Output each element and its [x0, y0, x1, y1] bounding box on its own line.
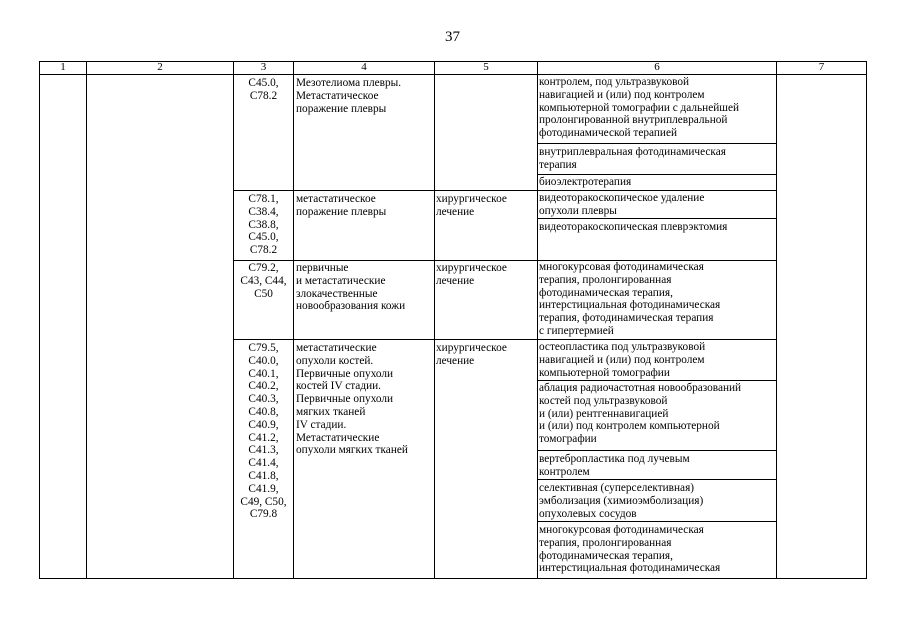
- method-divider: [537, 143, 777, 144]
- method-text: биоэлектротерапия: [539, 176, 632, 188]
- method-divider: [537, 218, 777, 219]
- method-text: многокурсовая фотодинамическая терапия, пролонгированная фотодинамическая терапия, интерстициальная фотодинамическая: [539, 524, 721, 575]
- icd-codes: C78.1, C38.4, C38.8, C45.0, C78.2: [248, 193, 279, 257]
- method-divider: [537, 521, 777, 522]
- method-divider: [537, 339, 777, 340]
- method-text: внутриплевральная фотодинамическая терапия: [539, 146, 726, 171]
- method-text: аблация радиочастотная новообразований костей под ультразвуковой и (или) рентгеннавигацией и (или) под контролем компьютерной томографии: [539, 382, 742, 446]
- column-divider: [776, 61, 777, 578]
- column-divider: [293, 61, 294, 578]
- condition-text: метастатические опухоли костей. Первичные опухоли костей IV стадии. Первичные опухоли мягких тканей IV стадии. Метастатические опухоли мягких тканей: [296, 342, 408, 457]
- method-text: контролем, под ультразвуковой навигацией и (или) под контролем компьютерной томографии с дальнейшей пролонгированной внутриплевральной фотодинамической терапией: [539, 76, 740, 140]
- icd-codes: C45.0, C78.2: [248, 77, 279, 102]
- method-text: видеоторакоскопическая плеврэктомия: [539, 221, 728, 233]
- column-header: 7: [818, 61, 825, 73]
- treatment-type: хирургическое лечение: [436, 262, 507, 287]
- page-number: 37: [445, 29, 460, 45]
- column-header: 6: [654, 61, 660, 73]
- column-header: 5: [483, 61, 489, 73]
- column-divider: [434, 61, 435, 578]
- method-text: вертебропластика под лучевым контролем: [539, 453, 690, 478]
- column-divider: [86, 61, 87, 578]
- row-divider: [233, 260, 538, 261]
- icd-codes: C79.5, C40.0, C40.1, C40.2, C40.3, C40.8, C40.9, C41.2, C41.3, C41.4, C41.8, C41.9, C49, C50, C79.8: [240, 342, 287, 521]
- column-divider: [537, 61, 538, 578]
- condition-text: первичные и метастатические злокачественные новообразования кожи: [296, 262, 406, 313]
- treatment-type: хирургическое лечение: [436, 342, 507, 367]
- table-border-right: [866, 61, 867, 578]
- condition-text: Мезотелиома плевры. Метастатическое поражение плевры: [296, 77, 402, 115]
- method-divider: [537, 380, 777, 381]
- column-header: 4: [361, 61, 367, 73]
- column-header: 3: [260, 61, 267, 73]
- table-border-bottom: [39, 578, 867, 579]
- icd-codes: C79.2, C43, C44, C50: [240, 262, 287, 300]
- method-text: остеопластика под ультразвуковой навигацией и (или) под контролем компьютерной томографии: [539, 341, 706, 379]
- row-divider: [233, 190, 538, 191]
- table-border-left: [39, 61, 40, 578]
- method-divider: [537, 190, 777, 191]
- method-text: видеоторакоскопическое удаление опухоли плевры: [539, 192, 705, 217]
- condition-text: метастатическое поражение плевры: [296, 193, 387, 218]
- column-header: 1: [60, 61, 66, 73]
- column-header: 2: [157, 61, 163, 73]
- method-text: многокурсовая фотодинамическая терапия, пролонгированная фотодинамическая терапия, интерстициальная фотодинамическая терапия, фотодинамическая терапия с гипертермией: [539, 261, 721, 337]
- header-divider: [39, 74, 867, 75]
- method-text: селективная (суперселективная) эмболизация (химиоэмболизация) опухолевых сосудов: [539, 482, 704, 520]
- treatment-type: хирургическое лечение: [436, 193, 507, 218]
- method-divider: [537, 174, 777, 175]
- row-divider: [233, 339, 538, 340]
- method-divider: [537, 450, 777, 451]
- method-divider: [537, 479, 777, 480]
